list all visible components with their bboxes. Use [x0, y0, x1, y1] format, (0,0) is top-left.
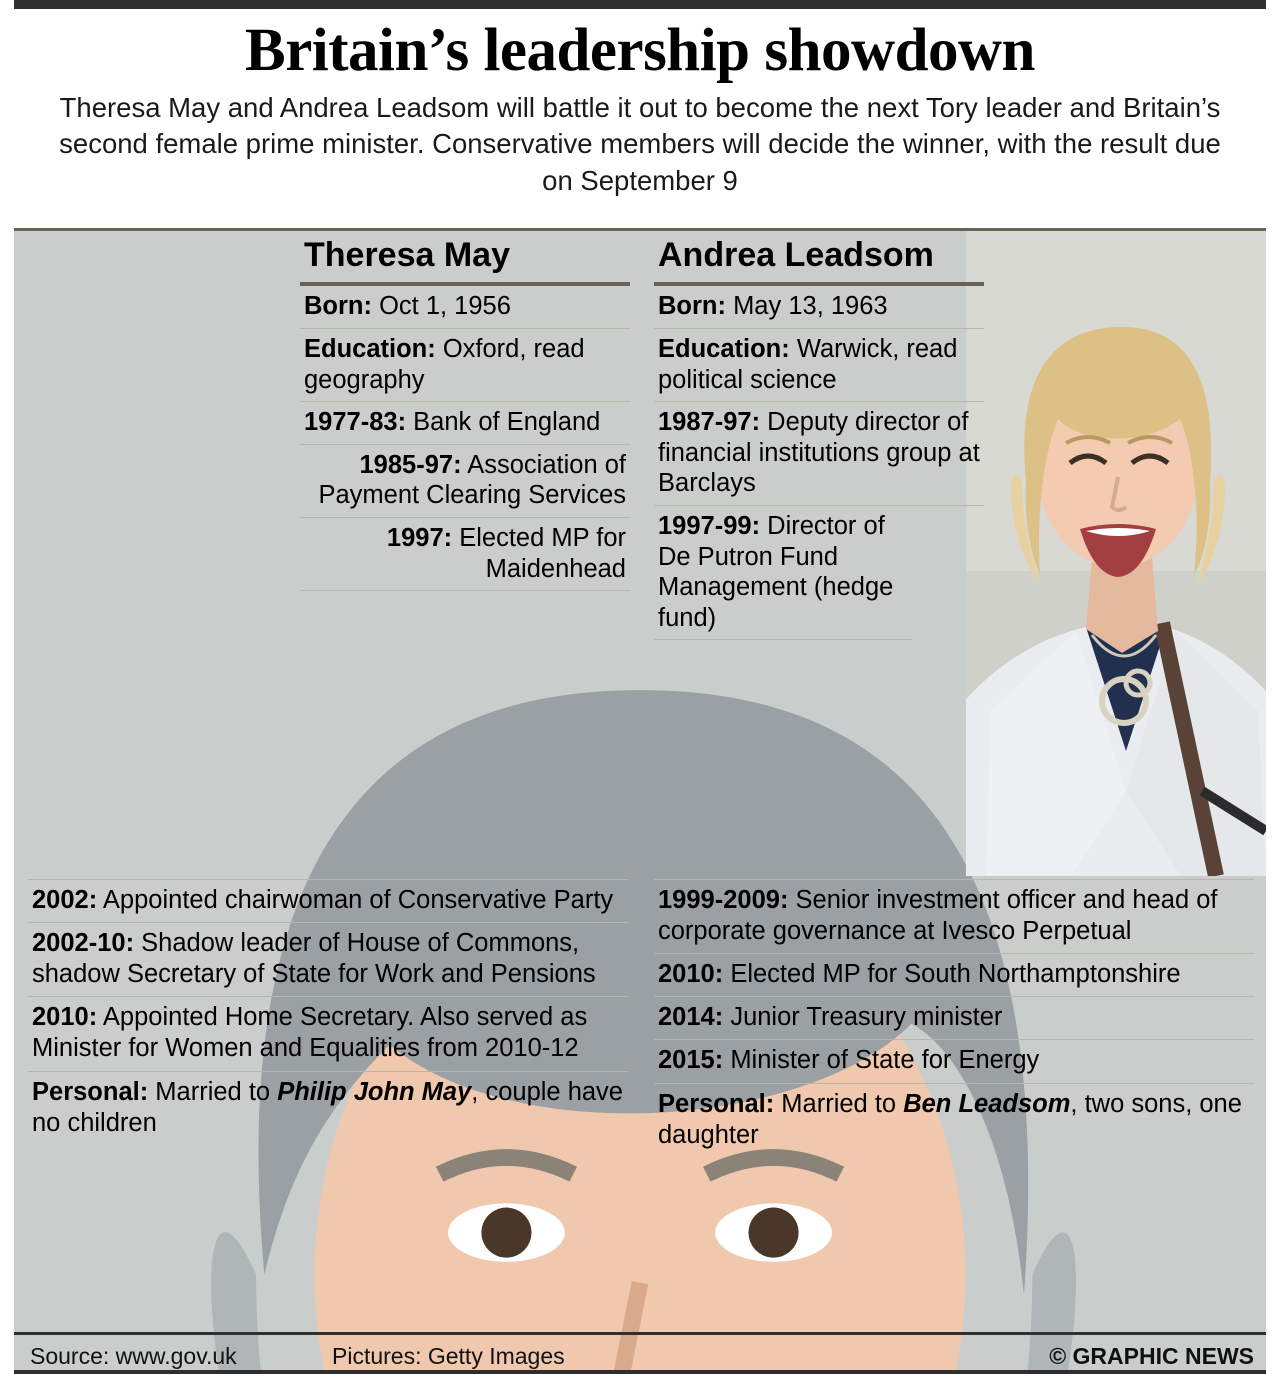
may-entry-1997: [300, 518, 630, 591]
leadsom-entry-2014-label: 2014:: [658, 1003, 724, 1032]
leadsom-entry-2014: [654, 997, 1254, 1040]
leadsom-entry-1999-label: 1999-2009:: [658, 886, 789, 914]
may-entry-2002-10: [28, 923, 628, 997]
leadsom-entry-2010-label: 2010:: [658, 960, 724, 989]
footer-copyright: © GRAPHIC NEWS: [1049, 1343, 1254, 1369]
may-entry-personal: [28, 1072, 628, 1145]
may-entry-2002-10-text: Shadow leader of House of Commons, shadow Secretary of State for Work and Pensions: [32, 929, 596, 989]
column-theresa-may: [300, 231, 630, 591]
content-board: [14, 228, 1266, 1332]
leadsom-entry-2015: [654, 1040, 1254, 1083]
leadsom-entry-education-label: Education:: [658, 334, 790, 363]
footer-source: Source: www.gov.uk: [30, 1343, 237, 1369]
candidate-name-may: Theresa May: [300, 231, 630, 286]
may-entry-1977-text: Bank of England: [406, 408, 601, 437]
leadsom-personal-spouse: Ben Leadsom: [903, 1089, 1071, 1118]
may-entry-born-label: Born:: [304, 292, 372, 321]
may-entry-1985: [300, 445, 630, 518]
leadsom-personal-post: , two sons, one daughter: [658, 1089, 1242, 1149]
may-entry-born: [300, 286, 630, 329]
leadsom-entry-1987-label: 1987-97:: [658, 408, 761, 437]
leadsom-entry-1997-label: 1997-99:: [658, 511, 761, 540]
bottom-rule: [14, 1370, 1266, 1374]
leadsom-entry-1999: [654, 879, 1254, 954]
candidate-name-leadsom: Andrea Leadsom: [654, 231, 984, 286]
may-entry-2002-label: 2002:: [32, 886, 98, 914]
page-subtitle: Theresa May and Andrea Leadsom will battle it out to become the next Tory leader and Britain’s second female prime minister. Conservative members will decide the winner, with the result due on September 9: [59, 91, 1221, 196]
may-entry-2010: [28, 997, 628, 1071]
leadsom-entry-1997: [654, 506, 912, 640]
footer: [14, 1332, 1266, 1374]
may-personal-pre: Married to: [148, 1077, 278, 1106]
leadsom-entry-2014-text: Junior Treasury minister: [723, 1003, 1003, 1032]
may-entry-education-text: Oxford, read geography: [304, 334, 585, 394]
may-personal-spouse: Philip John May: [277, 1077, 472, 1106]
leadsom-entry-personal: [654, 1084, 1254, 1157]
may-entry-1985-label: 1985-97:: [359, 450, 462, 479]
leadsom-entry-born: [654, 286, 984, 329]
may-entry-education: [300, 329, 630, 402]
leadsom-entry-education-text: Warwick, read political science: [658, 334, 958, 394]
leadsom-wide-entries: [654, 879, 1254, 1157]
top-rule: [14, 0, 1266, 9]
leadsom-entry-education: [654, 329, 984, 402]
may-entry-2002: [28, 879, 628, 923]
may-wide-entries: [28, 879, 628, 1145]
may-entry-born-text: Oct 1, 1956: [371, 292, 511, 321]
leadsom-personal-pre: Married to: [774, 1089, 904, 1118]
leadsom-entry-1987-text: Deputy director of financial institutions group at Barclays: [658, 408, 980, 498]
leadsom-entry-1999-text: Senior investment officer and head of corporate governance at Ivesco Perpetual: [658, 886, 1218, 946]
may-entry-2010-label: 2010:: [32, 1003, 98, 1032]
column-andrea-leadsom: [654, 231, 984, 640]
leadsom-entry-2015-label: 2015:: [658, 1046, 724, 1075]
leadsom-entry-born-text: May 13, 1963: [725, 292, 888, 321]
leadsom-entry-2015-text: Minister of State for Energy: [723, 1046, 1040, 1075]
may-entry-2002-10-label: 2002-10:: [32, 929, 135, 958]
leadsom-entry-1987: [654, 402, 984, 506]
header: [14, 9, 1266, 199]
may-entry-1997-text: Elected MP for Maidenhead: [452, 523, 626, 583]
may-personal-post: , couple have no children: [32, 1077, 623, 1137]
may-entry-1977-label: 1977-83:: [304, 408, 407, 437]
may-entry-1997-label: 1997:: [386, 523, 453, 552]
leadsom-entry-2010: [654, 954, 1254, 997]
leadsom-entry-born-label: Born:: [658, 292, 726, 321]
may-entry-education-label: Education:: [304, 334, 436, 363]
leadsom-entry-1997-text: Director of De Putron Fund Management (hedge fund): [658, 511, 894, 632]
page-title: Britain’s leadership showdown: [245, 17, 1035, 84]
may-entry-2002-text: Appointed chairwoman of Conservative Party: [97, 886, 614, 914]
may-entry-2010-text: Appointed Home Secretary. Also served as Minister for Women and Equalities from 2010-12: [32, 1003, 588, 1063]
candidate-columns: [14, 231, 1266, 1332]
leadsom-personal-label: Personal:: [658, 1089, 775, 1118]
footer-pictures: Pictures: Getty Images: [332, 1343, 565, 1369]
leadsom-entry-2010-text: Elected MP for South Northamptonshire: [723, 960, 1181, 989]
may-personal-label: Personal:: [32, 1077, 149, 1106]
may-entry-1977: [300, 402, 630, 445]
may-entry-1985-text: Association of Payment Clearing Services: [318, 450, 626, 510]
